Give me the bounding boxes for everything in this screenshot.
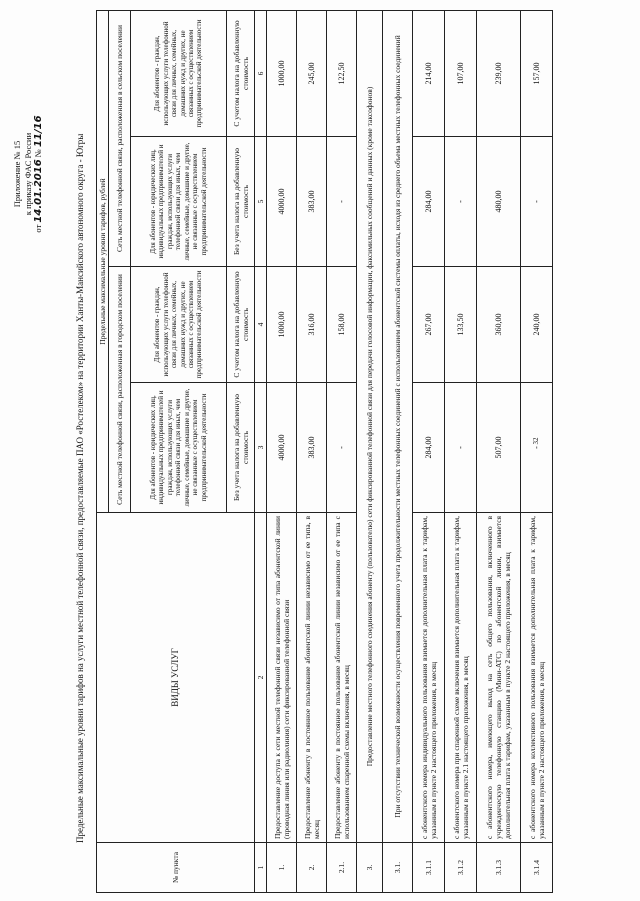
appendix-line: Приложение № 15 (12, 140, 22, 208)
row-number: 3.1.2 (445, 843, 477, 893)
row-number: 3.1.3 (477, 843, 521, 893)
row-tariff-value: 240,00 (521, 267, 553, 383)
header-urban-with-vat: С учетом налога на добавленную стоимость (227, 267, 255, 383)
appendix-header (12, 64, 45, 284)
page-number: 32 (532, 437, 540, 445)
header-rural-without-vat: Без учета налога на добавленную стоимость (227, 137, 255, 267)
row-service-text: с абонентского номера при спаренной схеме включения взимается дополнительная плата к тарифам, указанным в пункте 2.1 настоящего приложения, в месяц (445, 513, 477, 843)
row-number: 3.1. (383, 843, 413, 893)
row-tariff-value: 107,00 (445, 11, 477, 137)
row-tariff-value: 239,00 (477, 11, 521, 137)
row-tariff-value: 383,00 (297, 383, 327, 513)
column-index: 3 (255, 383, 267, 513)
column-index: 6 (255, 11, 267, 137)
table-row (383, 11, 413, 893)
row-tariff-value: 360,00 (477, 267, 521, 383)
row-service-text: с абонентского номера, имеющего выход на сеть общего пользования, включенного в учрежденческую телефонную станцию (Мини-АТС) по абонентской линии, взимается дополнительная плата к тарифам, указанным в пункте 2 настоящего приложения, в месяц (477, 513, 521, 843)
table-row (521, 11, 553, 893)
table-row (297, 11, 327, 893)
column-index: 1 (255, 843, 267, 893)
table-row (477, 11, 521, 893)
row-tariff-value: - (327, 383, 357, 513)
appendix-date-line: от 14.01.2016 № 11/16 (33, 115, 44, 233)
tariff-table (96, 10, 553, 893)
column-index: 2 (255, 513, 267, 843)
header-rural-legal: Для абонентов - юридических лиц, индивидуальных предпринимателей и граждан, использующих услуги телефонной связи для иных, чем личные, семейные, домашние и другие, не связанные с осуществлением предпринимательской деятельности (131, 137, 227, 267)
header-services: ВИДЫ УСЛУГ (97, 513, 255, 843)
header-tariffs: Предельные максимальные уровни тарифов, рублей (97, 11, 109, 513)
row-tariff-value: 245,00 (297, 11, 327, 137)
header-rural-individual: Для абонентов - граждан, использующих услуги телефонной связи для личных, семейных, домашних нужд и других, не связанных с осуществлением предпринимательской деятельности (131, 11, 227, 137)
row-tariff-value: - (521, 383, 553, 513)
row-tariff-value: - (445, 137, 477, 267)
header-urban-without-vat: Без учета налога на добавленную стоимость (227, 383, 255, 513)
row-tariff-value: 284,00 (413, 137, 445, 267)
handwritten-date: 14.01.2016 (33, 159, 44, 223)
row-tariff-value: - (445, 383, 477, 513)
table-row (327, 11, 357, 893)
row-service-text: с абонентского номера коллективного пользования взимается дополнительная плата к тарифам, указанным в пункте 2 настоящего приложения, в месяц (521, 513, 553, 843)
header-rural-with-vat: С учетом налога на добавленную стоимость (227, 11, 255, 137)
handwritten-number: 11/16 (33, 115, 44, 147)
row-service-text: Предоставление доступа к сети местной телефонной связи независимо от типа абонентской линии (проводная линия или радиолиния) сети фиксированной телефонной связи (267, 513, 297, 843)
row-service-text: Предоставление абоненту в постоянное пользование абонентской линии независимо от ее типа с использованием спаренной схемы включения, в месяц (327, 513, 357, 843)
header-rural: Сеть местной телефонной связи, расположенная в сельском поселении (109, 11, 131, 267)
row-number: 3. (357, 843, 383, 893)
column-index: 4 (255, 267, 267, 383)
row-number: 1. (267, 843, 297, 893)
row-tariff-value: 214,00 (413, 11, 445, 137)
header-urban-individual: Для абонентов - граждан, использующих услуги телефонной связи для личных, семейных, домашних нужд и других, не связанных с осуществлением предпринимательской деятельности (131, 267, 227, 383)
row-tariff-value: 4000,00 (267, 137, 297, 267)
row-tariff-value: 133,50 (445, 267, 477, 383)
row-tariff-value: 157,00 (521, 11, 553, 137)
row-tariff-value: 1000,00 (267, 267, 297, 383)
table-row (267, 11, 297, 893)
row-service-text: При отсутствии технической возможности осуществления повременного учета продолжительности местных телефонных соединений с использованием абонентской системы оплаты, исходя из среднего объема местных телефонных соединений (383, 11, 413, 843)
table-row (413, 11, 445, 893)
row-tariff-value: 383,00 (297, 137, 327, 267)
row-tariff-value: 284,00 (413, 383, 445, 513)
header-number: № пункта (97, 843, 255, 893)
row-tariff-value: 507,00 (477, 383, 521, 513)
row-tariff-value: 480,00 (477, 137, 521, 267)
row-tariff-value: 122,50 (327, 11, 357, 137)
table-row (445, 11, 477, 893)
row-service-text: Предоставление абоненту в постоянное пользование абонентской линии независимо от ее типа, в месяц (297, 513, 327, 843)
header-urban: Сеть местной телефонной связи, расположенная в городском поселении (109, 267, 131, 513)
document-title: Предельные максимальные уровни тарифов на услуги местной телефонной связи, предоставляемые ПАО «Ростелеком» на территории Ханты-Мансийского автономного округа - Югры (75, 133, 85, 843)
row-tariff-value: 4000,00 (267, 383, 297, 513)
table-row (357, 11, 383, 893)
row-number: 3.1.1 (413, 843, 445, 893)
appendix-order: к приказу ФАС России (22, 132, 33, 216)
row-tariff-value: 267,00 (413, 267, 445, 383)
row-tariff-value: - (327, 137, 357, 267)
row-number: 2.1. (327, 843, 357, 893)
header-urban-legal: Для абонентов - юридических лиц, индивидуальных предпринимателей и граждан, использующих услуги телефонной связи для иных, чем личные, семейные, домашние и другие, не связанные с осуществлением предпринимательской деятельности (131, 383, 227, 513)
row-tariff-value: 316,00 (297, 267, 327, 383)
row-service-text: Предоставление местного телефонного соединения абоненту (пользователю) сети фиксированной телефонной связи для передачи голосовой информации, факсимильных сообщений и данных (кроме таксофонов) (357, 11, 383, 843)
row-service-text: с абонентского номера индивидуального пользования взимается дополнительная плата к тарифам, указанным в пункте 2 настоящего приложения, в месяц (413, 513, 445, 843)
row-tariff-value: 1000,00 (267, 11, 297, 137)
row-number: 3.1.4 (521, 843, 553, 893)
row-tariff-value: - (521, 137, 553, 267)
row-number: 2. (297, 843, 327, 893)
column-index: 5 (255, 137, 267, 267)
row-tariff-value: 158,00 (327, 267, 357, 383)
